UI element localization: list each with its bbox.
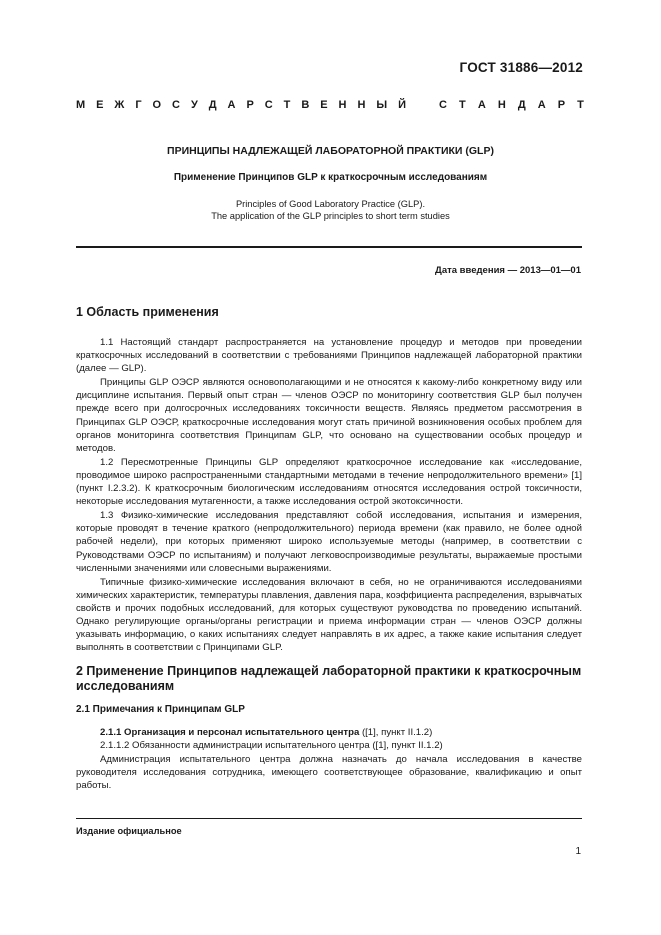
banner-letter: Е <box>96 99 104 111</box>
document-code: ГОСТ 31886—2012 <box>459 60 583 75</box>
section-2-heading: 2 Применение Принципов надлежащей лабораторной практики к краткосрочным исследованиям <box>76 664 582 694</box>
introduction-date: Дата введения — 2013—01—01 <box>435 265 581 276</box>
banner-letter: Д <box>517 99 526 111</box>
banner-letter: С <box>439 99 447 111</box>
banner-letter: Е <box>320 99 328 111</box>
document-title: ПРИНЦИПЫ НАДЛЕЖАЩЕЙ ЛАБОРАТОРНОЙ ПРАКТИКИ (GLP) <box>167 145 494 157</box>
banner-word-interstate <box>76 99 406 111</box>
banner-letter: У <box>190 99 198 111</box>
banner-letter: Р <box>557 99 566 111</box>
paragraph-1-1: 1.1 Настоящий стандарт распространяется на установление процедур и методов при проведении краткосрочных исследований в соответствии с требованиями Принципов надлежащей лабораторной практики (далее — GLP). <box>76 337 582 375</box>
section-1-heading: 1 Область применения <box>76 305 219 319</box>
banner-letter: Д <box>208 99 217 111</box>
page-number: 1 <box>575 846 581 857</box>
banner-letter: Г <box>135 99 142 111</box>
item-2-1-1-reference: ([1], пункт II.1.2) <box>359 727 433 739</box>
banner-letter: Н <box>497 99 506 111</box>
document-subtitle: Применение Принципов GLP к краткосрочным исследованиям <box>173 172 488 183</box>
english-title-line-1: Principles of Good Laboratory Practice (GLP). <box>235 199 426 209</box>
banner-letter: Н <box>357 99 366 111</box>
english-title <box>0 198 661 222</box>
banner-word-standard <box>439 99 584 111</box>
item-2-1-1-2: 2.1.1.2 Обязанности администрации испытательного центра ([1], пункт II.1.2) <box>100 740 443 752</box>
document-body <box>76 305 582 792</box>
item-2-1-1 <box>76 726 582 739</box>
banner-letter: А <box>537 99 546 111</box>
paragraph-1-2: 1.2 Пересмотренные Принципы GLP определяют краткосрочное исследование как «исследование, проводимое широко распространенными стандартными методами в течение непродолжительного времени» [1] (пункт I.2.3.2). К краткосрочным биологическим исследованиям относятся исследования острой токсичности, некоторые исследования мутагенности, а также исследования острой экотоксичности. <box>76 456 582 508</box>
paragraph-1-3: 1.3 Физико-химические исследования представляют собой исследования, испытания и измерения, которые проводят в течение краткого (непродолжительного) периода времени (как правило, не более одной рабочей недели), при которых применяют широко используемые методы (например, в соответствии с Руководствами ОЭСР по испытаниям) и получают легковоспроизводимые результаты, выражаемые простыми численными значениями или словесными выражениями. <box>76 510 582 574</box>
official-edition-note: Издание официальное <box>76 826 182 836</box>
banner-letter: Н <box>338 99 347 111</box>
banner-letter: О <box>152 99 162 111</box>
banner-letter: Ж <box>114 99 125 111</box>
banner-letter: М <box>76 99 86 111</box>
paragraph-glp-oecd: Принципы GLP ОЭСР являются основополагающими и не относятся к какому-либо конкретному виду или дисциплине испытания. Первый опыт стран — членов ОЭСР по мониторингу соответствия GLP был получен прежде всего при долгосрочных исследованиях токсичности веществ. Являясь предметом рассмотрения в Принципах GLP ОЭСР, краткосрочные исследования могут стать причиной возникновения особых проблем для органов мониторинга соответствия Принципам GLP, что основано на существовании особых процедур и методов. <box>76 377 582 454</box>
banner-letter: Т <box>283 99 291 111</box>
footer-divider <box>76 818 582 819</box>
item-2-1-1-title: 2.1.1 Организация и персонал испытательного центра <box>100 727 360 739</box>
banner-letter: Ы <box>376 99 388 111</box>
banner-letter: Р <box>246 99 254 111</box>
english-title-line-2: The application of the GLP principles to short term studies <box>211 211 450 221</box>
banner-letter: А <box>477 99 486 111</box>
subsection-2-1-heading: 2.1 Примечания к Принципам GLP <box>76 704 245 716</box>
banner-letter: В <box>301 99 310 111</box>
banner-letter: Т <box>577 99 584 111</box>
banner-letter: С <box>264 99 273 111</box>
standard-banner <box>76 99 584 111</box>
title-divider <box>76 246 582 248</box>
paragraph-physchem: Типичные физико-химические исследования включают в себя, но не ограничиваются исследованиями химических характеристик, температуры плавления, давления пара, коэффициента распределения, взрывчатых свойств и прочих подобных исследований, для которых существуют руководства по проведению испытаний. Однако регулирующие органы/органы регистрации и приема информации стран — членов ОЭСР должны указывать информацию, о каких испытаниях следует направлять в их адрес, а также какие испытания следует выполнять в соответствии с Принципами GLP. <box>76 576 582 654</box>
banner-letter: Й <box>398 99 406 111</box>
banner-letter: С <box>172 99 180 111</box>
banner-letter: Т <box>459 99 466 111</box>
banner-letter: А <box>227 99 236 111</box>
paragraph-administration: Администрация испытательного центра должна назначать до начала исследования в качестве руководителя исследования сотрудника, имеющего соответствующее образование, квалификацию и опыт работы. <box>76 753 582 791</box>
